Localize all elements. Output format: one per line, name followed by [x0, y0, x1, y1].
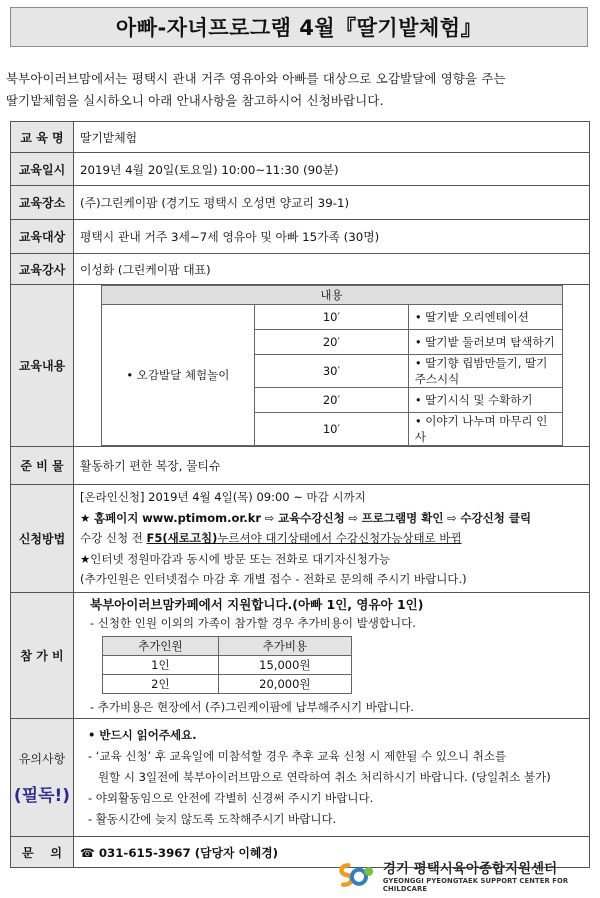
contact-phone: 031-615-3967 (담당자 이혜경)	[98, 845, 279, 860]
fee-line-1: 북부아이러브맘카페에서 지원합니다.(아빠 1인, 영유아 1인)	[90, 596, 424, 612]
intro-text	[6, 68, 594, 112]
apply-line-2: ★ 홈페이지 www.ptimom.or.kr ⇨ 교육수강신청 ⇨ 프로그램명 확인 ⇨ 수강신청 클릭	[80, 510, 532, 525]
intro-line-2: 딸기밭체험을 실시하오니 아래 안내사항을 참고하시어 신청바랍니다.	[6, 93, 384, 108]
notice-line-4: - 야외활동임으로 안전에 각별히 신경써 주시기 바랍니다.	[88, 791, 374, 805]
row-target: 교육대상 평택시 관내 거주 3세~7세 영유아 및 아빠 15가족 (30명)	[11, 220, 590, 254]
notice-line-5: - 활동시간에 늦지 않도록 도착해주시기 바랍니다.	[88, 812, 337, 826]
star-icon: ★	[80, 510, 91, 525]
fee-line-3: - 추가비용은 현장에서 (주)그린케이팜에 납부해주시기 바랍니다.	[90, 699, 414, 714]
phone-icon: ☎	[80, 845, 95, 860]
schedule-header: 내용	[101, 286, 562, 305]
arrow-right-icon: ⇨	[348, 510, 359, 525]
arrow-right-icon: ⇨	[447, 510, 457, 525]
org-name-ko: 경기 평택시육아종합지원센터	[382, 861, 558, 877]
fee-line-2: - 신청한 인원 이외의 가족이 참가할 경우 추가비용이 발생합니다.	[90, 615, 416, 630]
row-date: 교육일시 2019년 4월 20일(토요일) 10:00~11:30 (90분)	[11, 153, 590, 186]
row-name: 교 육 명 딸기밭체험	[11, 122, 590, 153]
footer-logo	[336, 858, 588, 892]
fee-table: 추가인원 추가비용 1인 15,000원 2인 20,000원	[102, 636, 352, 694]
row-prep: 준 비 물 활동하기 편한 복장, 물티슈	[11, 447, 590, 485]
apply-line-1: [온라인신청] 2019년 4월 4일(목) 09:00 ~ 마감 시까지	[80, 490, 366, 505]
must-read-badge: (필독!)	[13, 785, 71, 806]
row-teacher: 교육강사 이성화 (그린케이팜 대표)	[11, 254, 590, 285]
intro-line-1: 북부아이러브맘에서는 평택시 관내 거주 영유아와 아빠를 대상으로 오감발달에 영향을 주는	[6, 71, 506, 86]
arrow-right-icon: ⇨	[264, 510, 275, 525]
page-title: 아빠-자녀프로그램 4월『딸기밭체험』	[10, 7, 588, 47]
schedule-row: 20′ • 딸기밭 둘러보며 탐색하기	[101, 330, 562, 355]
schedule-table	[101, 285, 563, 446]
row-place: 교육장소 (주)그린케이팜 (경기도 평택시 오성면 양교리 39-1)	[11, 186, 590, 220]
row-apply: 신청방법 [온라인신청] 2019년 4월 4일(목) 09:00 ~ 마감 시까지 ★ 홈페이지 www.ptimom.or.kr ⇨ 교육수강신청 ⇨ 프로그램명 확인 ⇨ 수강신청 클릭 수강 신청 전 F5(새로고침)누르셔야 대기상태에서 수강신청가능상태로 바뀜 ★인터넷 정원마감과 동시에 방문 또는 전화로 대기자신청가능 (추가인원은 인터넷접수 마감 후 개별 접수 - 전화로 문의해 주시기 바랍니다.)	[11, 485, 590, 593]
activity-name: • 오감발달 체험놀이	[101, 305, 255, 446]
notice-line-1: • 반드시 읽어주세요.	[88, 728, 197, 742]
apply-line-4: ★인터넷 정원마감과 동시에 방문 또는 전화로 대기자신청가능	[80, 551, 390, 566]
schedule-row: • 오감발달 체험놀이 10′ • 딸기밭 오리엔테이션	[101, 305, 562, 330]
row-notice: 유의사항 (필독!) • 반드시 읽어주세요. - ‘교육 신청’ 후 교육일에 미참석할 경우 추후 교육 신청 시 제한될 수 있으니 취소를 원할 시 3일전에 북부아이러브맘으로 연락하여 취소 처리하시기 바랍니다. (당일취소 불가) - 야외활동임으로 안전에 각별히 신경써 주시기 바랍니다. - 활동시간에 늦지 않도록 도착해주시기 바랍니다.	[11, 719, 590, 837]
row-content: 교육내용 내용 • 오감발달 체험놀이 10′ • 딸기밭 오리엔테이션 20′ • 딸기밭 둘러보며 탐색하기 30′ • 딸기향 립밤만들기, 딸기주스시식 20′ • 딸기시식 및 수확하기 10′ • 이야기 나누며 마무리 인사	[11, 285, 590, 447]
schedule-row: 10′ • 이야기 나누며 마무리 인사	[101, 413, 562, 446]
row-fee: 참 가 비 북부아이러브맘카페에서 지원합니다.(아빠 1인, 영유아 1인) - 신청한 인원 이외의 가족이 참가할 경우 추가비용이 발생합니다. 추가인원 추가비용 1인 15,000원 2인 20,000원 - 추가비용은 현장에서 (주)그린케이팜에 납부해주시기 바랍니다.	[11, 593, 590, 719]
homepage-link[interactable]: www.ptimom.or.kr	[142, 510, 262, 525]
apply-line-5: (추가인원은 인터넷접수 마감 후 개별 접수 - 전화로 문의해 주시기 바랍니다.)	[80, 572, 467, 587]
notice-line-3: 원할 시 3일전에 북부아이러브맘으로 연락하여 취소 처리하시기 바랍니다. (당일취소 불가)	[98, 770, 551, 784]
apply-line-3: 수강 신청 전 F5(새로고침)누르셔야 대기상태에서 수강신청가능상태로 바뀜	[80, 531, 462, 546]
row-contact: 문 의 ☎ 031-615-3967 (담당자 이혜경)	[11, 837, 590, 868]
org-name-en: GYEONGGI PYEONGTAEK SUPPORT CENTER FOR CHILDCARE	[382, 877, 569, 893]
fee-row: 1인 15,000원	[103, 655, 352, 674]
fee-row: 2인 20,000원	[103, 674, 352, 693]
info-table	[10, 121, 590, 868]
center-logo-icon	[336, 860, 375, 890]
schedule-row: 30′ • 딸기향 립밤만들기, 딸기주스시식	[101, 355, 562, 388]
schedule-row: 20′ • 딸기시식 및 수확하기	[101, 388, 562, 413]
notice-line-2: - ‘교육 신청’ 후 교육일에 미참석할 경우 추후 교육 신청 시 제한될 수 있으니 취소를	[88, 749, 507, 763]
